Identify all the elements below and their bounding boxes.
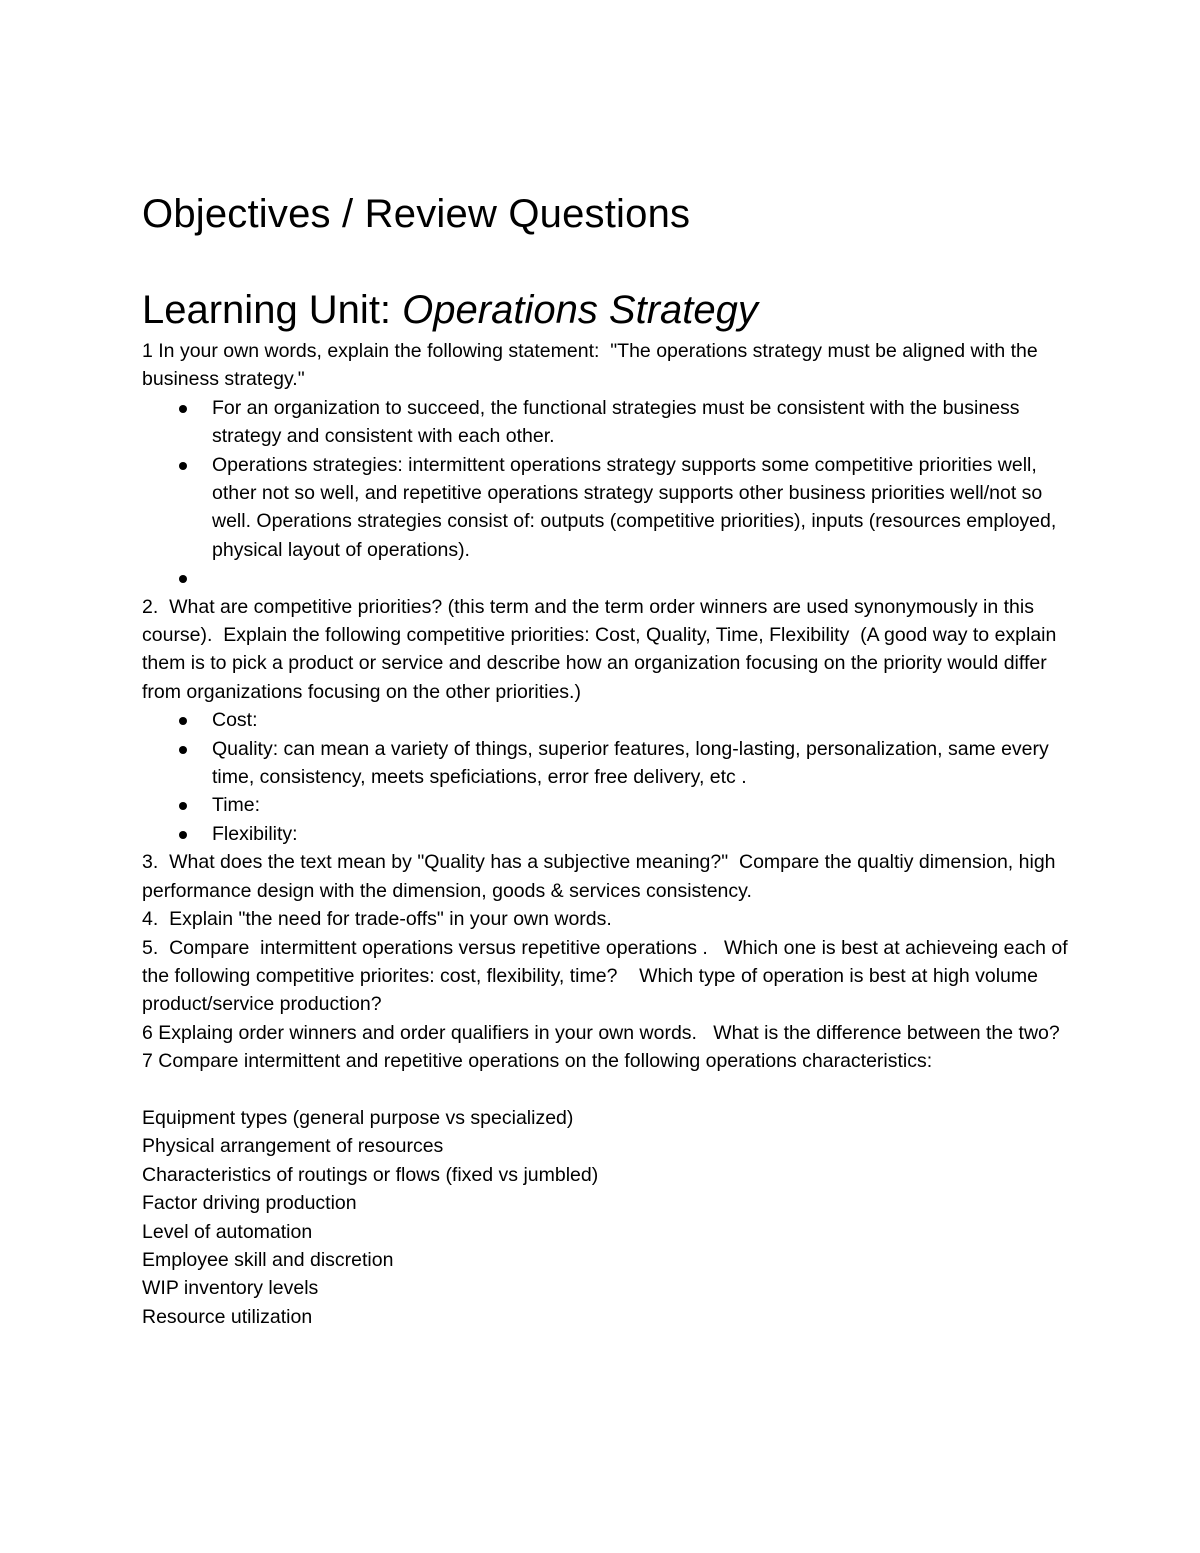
characteristic-item: Characteristics of routings or flows (fixed vs jumbled) — [142, 1163, 599, 1186]
characteristic-item: Physical arrangement of resources — [142, 1135, 444, 1158]
bullet-item-empty — [212, 564, 1072, 592]
bullet-item-quality — [212, 735, 1072, 792]
bullet-item — [212, 451, 1072, 565]
question-6: 6 Explaing order winners and order qualifiers in your own words. What is the difference between the two? — [142, 1021, 1060, 1044]
bullet-text: Flexibility: — [212, 822, 298, 845]
spacer — [142, 1076, 1072, 1104]
characteristic-item: WIP inventory levels — [142, 1277, 319, 1300]
bullet-icon — [179, 831, 187, 839]
bullet-item-flexibility — [212, 820, 1072, 848]
bullet-icon — [179, 746, 187, 754]
bullet-item-cost — [212, 706, 1072, 734]
question-3: 3. What does the text mean by "Quality has a subjective meaning?" Compare the qualtiy dimension, high performance design with the dimension, goods & services consistency. — [142, 851, 1061, 902]
document-title: Objectives / Review Questions — [142, 192, 691, 236]
bullet-text: For an organization to succeed, the functional strategies must be consistent with the business strategy and consistent with each other. — [212, 396, 1020, 448]
bullet-icon — [179, 462, 187, 470]
bullet-text: Cost: — [212, 709, 258, 732]
characteristic-item: Employee skill and discretion — [142, 1248, 394, 1271]
characteristic-item: Level of automation — [142, 1220, 313, 1243]
bullet-icon — [179, 717, 187, 725]
characteristics-list — [142, 1104, 1072, 1331]
characteristic-item: Factor driving production — [142, 1192, 357, 1215]
document-page — [142, 190, 1072, 1331]
unit-name: Operations Strategy — [402, 288, 758, 332]
bullet-icon — [179, 802, 187, 810]
question-7: 7 Compare intermittent and repetitive operations on the following operations characteristics: — [142, 1050, 933, 1073]
bullet-text: Quality: can mean a variety of things, superior features, long-lasting, personalization, same every time, consistency, meets speficiations, error free delivery, etc . — [212, 737, 1049, 789]
characteristic-item: Resource utilization — [142, 1305, 313, 1328]
unit-heading — [142, 286, 1072, 334]
bullet-item — [212, 394, 1072, 451]
question-2-bullets — [142, 706, 1072, 848]
bullet-item-time — [212, 791, 1072, 819]
bullet-text: Operations strategies: intermittent operations strategy supports some competitive priorities well, other not so well, and repetitive operations strategy supports other business priorities well/not so well. Operations strategies consist of: outputs (competitive priorities), inputs (resources employed, physical layout of operations). — [212, 453, 1057, 561]
bullet-icon — [179, 575, 187, 583]
question-5: 5. Compare intermittent operations versus repetitive operations . Which one is best at achieveing each of the following competitive priorites: cost, flexibility, time? Which type of operation is best at high volume product/service production? — [142, 936, 1074, 1016]
bullet-icon — [179, 405, 187, 413]
bullet-text: Time: — [212, 794, 261, 817]
question-2: 2. What are competitive priorities? (this term and the term order winners are used synonymously in this course). Explain the following competitive priorities: Cost, Quality, Time, Flexibility (A good way to explain them is to pick a product or service and describe how an organization focusing on the priority would differ from organizations focusing on the other priorities.) — [142, 595, 1062, 703]
unit-label: Learning Unit: — [142, 288, 403, 332]
characteristic-item: Equipment types (general purpose vs specialized) — [142, 1106, 574, 1129]
question-1-bullets — [142, 394, 1072, 593]
question-4: 4. Explain "the need for trade-offs" in your own words. — [142, 908, 612, 931]
question-1: 1 In your own words, explain the following statement: "The operations strategy must be aligned with the business strategy." — [142, 340, 1044, 391]
